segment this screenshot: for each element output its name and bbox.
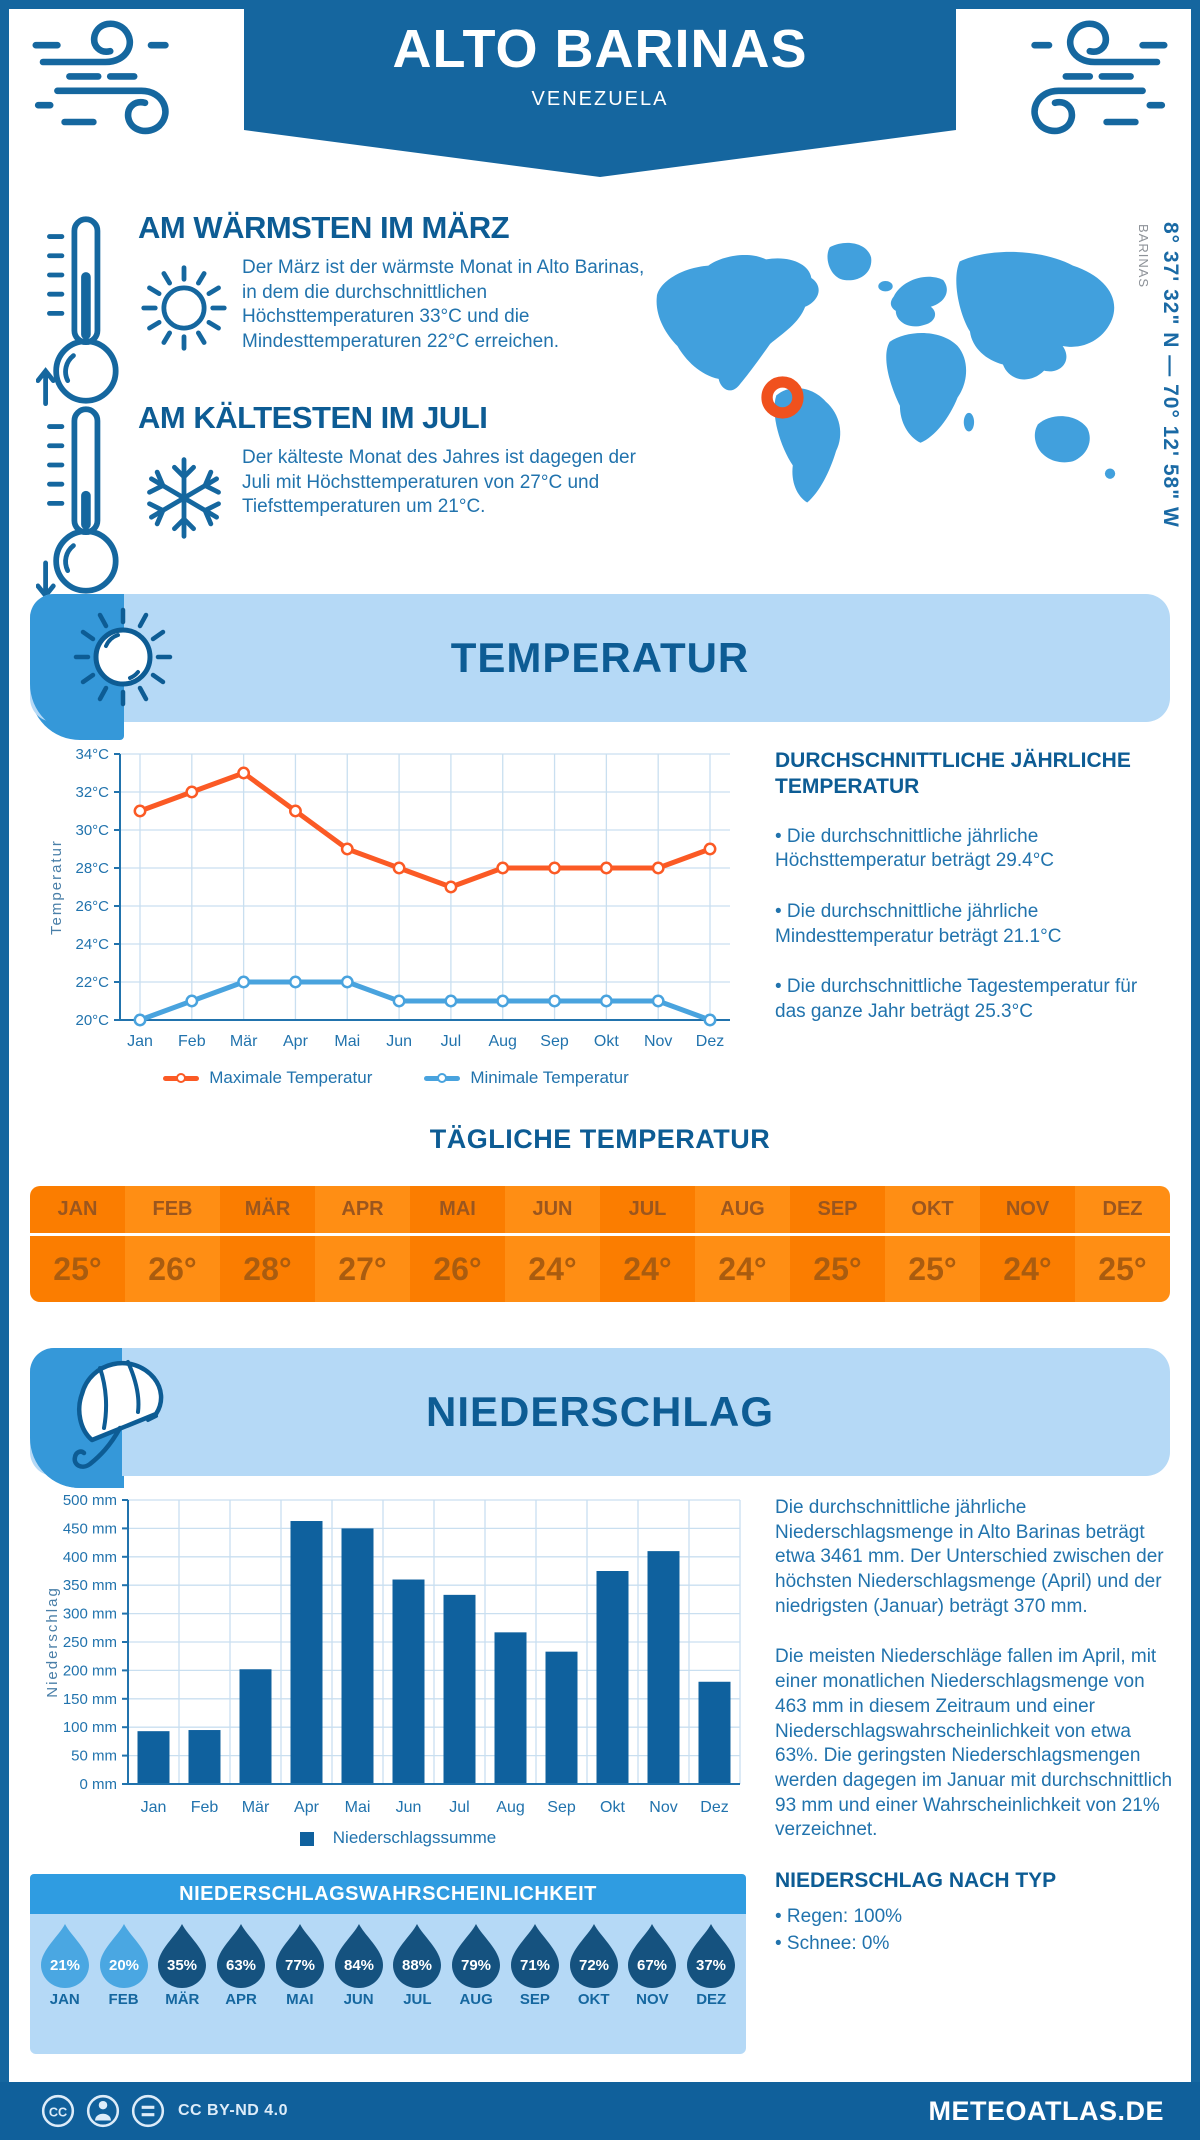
warmest-text: Der März ist der wärmste Monat in Alto Barinas, in dem die durchschnittlichen Höchsttemperaturen 33°C und die Mindesttemperaturen 22°C erreichen.	[242, 257, 645, 353]
daily-month-label: APR	[315, 1186, 410, 1236]
daily-table-column	[505, 1186, 600, 1302]
raindrop-icon	[38, 1922, 92, 1988]
raindrop-icon	[625, 1922, 679, 1988]
daily-temperature-value: 25°	[1098, 1250, 1147, 1287]
precipitation-paragraph: Die durchschnittliche jährliche Niederschlagsmenge in Alto Barinas beträgt etwa 3461 mm. Der Unterschied zwischen der höchsten Niederschlagsmenge (April) und der niedrigsten (Januar) beträgt 370 mm.	[775, 1497, 1164, 1617]
precipitation-text-panel	[775, 1496, 1173, 1958]
cc-nd-equals-icon	[130, 2093, 166, 2129]
sun-icon	[138, 256, 234, 359]
daily-temperature-value: 24°	[718, 1250, 767, 1287]
drop-month-label: FEB	[108, 1991, 139, 2008]
header-banner	[244, 0, 956, 130]
raindrop-icon	[567, 1922, 621, 1988]
daily-month-label: MÄR	[220, 1186, 315, 1236]
svg-text:150 mm: 150 mm	[62, 1690, 117, 1708]
legend-line-marker	[163, 1076, 199, 1081]
drop-month-label: AUG	[459, 1991, 493, 2008]
daily-table-column	[30, 1186, 125, 1302]
svg-text:22°C: 22°C	[75, 974, 109, 991]
daily-temperature-value: 27°	[338, 1250, 387, 1287]
bullet-item: • Die durchschnittliche Tagestemperatur für das ganze Jahr beträgt 25.3°C	[775, 976, 1138, 1022]
daily-month-label: OKT	[885, 1186, 980, 1236]
svg-text:Jul: Jul	[440, 1033, 462, 1050]
svg-text:350 mm: 350 mm	[62, 1577, 117, 1595]
svg-text:Feb: Feb	[190, 1799, 219, 1816]
svg-text:79%: 79%	[461, 1957, 492, 1974]
svg-text:250 mm: 250 mm	[62, 1634, 117, 1651]
page-subtitle: VENEZUELA	[531, 88, 669, 110]
raindrop-icon	[273, 1922, 327, 1988]
daily-temperature-value: 25°	[908, 1250, 957, 1287]
raindrop-icon	[390, 1922, 444, 1988]
page-border-right	[1191, 0, 1200, 2140]
svg-text:100 mm: 100 mm	[62, 1719, 117, 1737]
daily-temperature-value: 28°	[243, 1250, 292, 1287]
probability-drop	[213, 1922, 269, 2048]
legend-label: Niederschlagssumme	[332, 1828, 497, 1847]
precipitation-paragraph: Die meisten Niederschläge fallen im April, mit einer monatlichen Niederschlagsmenge von 463 mm in diesem Zeitraum und einer Niederschlagswahrscheinlichkeit von etwa 63%. Die geringsten Niederschlagsmengen werden dagegen im Januar mit durchschnittlich 93 mm und einer Wahrscheinlichkeit von 21% verzeichnet.	[775, 1646, 1173, 1841]
coldest-month-block	[36, 398, 646, 608]
svg-text:Jan: Jan	[140, 1799, 167, 1816]
svg-text:26°C: 26°C	[75, 898, 109, 915]
daily-temperature-value: 25°	[53, 1250, 102, 1287]
probability-drop	[154, 1922, 210, 2048]
daily-table-column	[885, 1186, 980, 1302]
svg-text:32°C: 32°C	[75, 784, 109, 801]
probability-drop	[96, 1922, 152, 2048]
svg-text:84%: 84%	[343, 1957, 374, 1974]
drop-month-label: APR	[225, 1991, 257, 2008]
raindrop-icon	[684, 1922, 738, 1988]
svg-text:Dez: Dez	[700, 1799, 729, 1816]
bullet-item: • Schnee: 0%	[775, 1933, 890, 1955]
drop-month-label: DEZ	[696, 1991, 727, 2008]
drop-month-label: NOV	[636, 1991, 669, 2008]
svg-text:24°C: 24°C	[75, 936, 109, 953]
svg-text:50 mm: 50 mm	[71, 1747, 117, 1765]
svg-text:34°C: 34°C	[75, 746, 109, 763]
drop-month-label: OKT	[577, 1991, 610, 2008]
svg-text:67%: 67%	[637, 1957, 668, 1974]
temperature-chart-legend	[46, 1068, 746, 1088]
daily-month-label: JAN	[30, 1186, 125, 1236]
legend-item	[424, 1068, 628, 1088]
svg-text:21%: 21%	[49, 1957, 80, 1974]
cc-license-icons	[40, 2093, 166, 2129]
daily-temperature-value: 26°	[148, 1250, 197, 1287]
bullet-item: • Die durchschnittliche jährliche Mindesttemperatur beträgt 21.1°C	[775, 900, 1062, 947]
svg-text:Mär: Mär	[229, 1033, 258, 1050]
svg-text:0 mm: 0 mm	[79, 1776, 117, 1793]
precipitation-section-title: NIEDERSCHLAG	[425, 1388, 775, 1435]
legend-line-marker	[424, 1076, 460, 1081]
svg-text:Aug: Aug	[496, 1799, 525, 1816]
svg-text:Apr: Apr	[294, 1799, 319, 1816]
legend-label: Minimale Temperatur	[470, 1068, 629, 1087]
coldest-heading: AM KÄLTESTEN IM JULI	[138, 400, 488, 435]
warmest-heading: AM WÄRMSTEN IM MÄRZ	[138, 210, 510, 245]
drop-month-label: JUL	[403, 1991, 432, 2008]
daily-table-column	[1075, 1186, 1170, 1302]
svg-text:Jun: Jun	[386, 1033, 412, 1050]
temperature-section-title: TEMPERATUR	[450, 634, 750, 681]
svg-text:Aug: Aug	[488, 1033, 517, 1050]
warmest-month-block	[36, 208, 646, 418]
svg-text:Apr: Apr	[283, 1033, 308, 1050]
svg-text:Sep: Sep	[540, 1033, 569, 1050]
drop-month-label: SEP	[519, 1991, 550, 2008]
drop-month-label: JAN	[49, 1991, 80, 2008]
svg-text:35%: 35%	[167, 1957, 198, 1974]
raindrop-icon	[155, 1922, 209, 1988]
daily-month-label: MAI	[410, 1186, 505, 1236]
bullet-item: • Regen: 100%	[775, 1905, 903, 1927]
coldest-text: Der kälteste Monat des Jahres ist dagegen der Juli mit Höchsttemperaturen von 27°C und Tiefsttemperaturen um 21°C.	[242, 447, 636, 518]
svg-text:Mai: Mai	[334, 1033, 361, 1050]
svg-text:Jun: Jun	[395, 1799, 422, 1816]
daily-month-label: NOV	[980, 1186, 1075, 1236]
svg-text:Temperatur: Temperatur	[48, 839, 65, 935]
probability-drop	[624, 1922, 680, 2048]
thermometer-down-icon	[36, 398, 132, 608]
precipitation-type-heading: NIEDERSCHLAG NACH TYP	[775, 1868, 1057, 1892]
raindrop-icon	[508, 1922, 562, 1988]
daily-table-column	[410, 1186, 505, 1302]
legend-square	[300, 1832, 314, 1846]
cc-icon	[40, 2093, 76, 2129]
daily-table-column	[125, 1186, 220, 1302]
probability-drop	[448, 1922, 504, 2048]
svg-text:300 mm: 300 mm	[62, 1605, 117, 1623]
raindrop-icon	[214, 1922, 268, 1988]
precipitation-chart-legend	[40, 1828, 756, 1848]
daily-temperature-value: 25°	[813, 1250, 862, 1287]
bullet-item: • Die durchschnittliche jährliche Höchsttemperatur beträgt 29.4°C	[775, 825, 1055, 872]
precipitation-probability-block	[30, 1874, 746, 2054]
daily-month-label: FEB	[125, 1186, 220, 1236]
raindrop-icon	[449, 1922, 503, 1988]
svg-text:71%: 71%	[519, 1957, 550, 1974]
svg-text:88%: 88%	[402, 1957, 433, 1974]
annual-temperature-panel	[775, 748, 1170, 1051]
daily-temperature-value: 24°	[1003, 1250, 1052, 1287]
svg-text:20%: 20%	[108, 1957, 139, 1974]
svg-text:Dez: Dez	[695, 1033, 725, 1050]
raindrop-icon	[97, 1922, 151, 1988]
svg-text:63%: 63%	[226, 1957, 257, 1974]
svg-text:20°C: 20°C	[75, 1012, 109, 1029]
temperature-section-banner	[30, 594, 1170, 722]
daily-temperature-title: TÄGLICHE TEMPERATUR	[429, 1124, 771, 1154]
svg-text:CC: CC	[48, 2105, 68, 2120]
daily-table-column	[695, 1186, 790, 1302]
svg-text:Nov: Nov	[649, 1799, 678, 1816]
svg-text:Mai: Mai	[344, 1799, 371, 1816]
world-map	[628, 206, 1143, 558]
temperature-line-chart	[46, 740, 746, 1060]
probability-drop	[37, 1922, 93, 2048]
precipitation-type-bullets	[775, 1903, 1173, 1958]
svg-text:72%: 72%	[578, 1957, 609, 1974]
footer-brand: METEOATLAS.DE	[928, 2095, 1164, 2126]
probability-drop	[566, 1922, 622, 2048]
sun-icon	[68, 602, 178, 717]
svg-text:Nov: Nov	[643, 1033, 673, 1050]
svg-text:400 mm: 400 mm	[62, 1548, 117, 1566]
thermometer-up-icon	[36, 208, 132, 418]
probability-drop	[389, 1922, 445, 2048]
daily-month-label: SEP	[790, 1186, 885, 1236]
precipitation-bar-chart	[40, 1490, 756, 1826]
daily-table-column	[315, 1186, 410, 1302]
probability-drop	[683, 1922, 739, 2048]
annual-temperature-bullets	[775, 825, 1170, 1025]
drop-month-label: JUN	[343, 1991, 374, 2008]
daily-temperature-value: 26°	[433, 1250, 482, 1287]
daily-table-column	[980, 1186, 1075, 1302]
daily-month-label: DEZ	[1075, 1186, 1170, 1236]
probability-drops	[30, 1914, 746, 2054]
daily-table-column	[790, 1186, 885, 1302]
svg-text:Feb: Feb	[178, 1033, 206, 1050]
svg-text:28°C: 28°C	[75, 860, 109, 877]
svg-text:Okt: Okt	[600, 1799, 625, 1816]
probability-drop	[272, 1922, 328, 2048]
daily-month-label: AUG	[695, 1186, 790, 1236]
daily-month-label: JUL	[600, 1186, 695, 1236]
svg-text:Niederschlag: Niederschlag	[44, 1586, 61, 1698]
annual-temperature-heading: DURCHSCHNITTLICHE JÄHRLICHE TEMPERATUR	[775, 749, 1131, 799]
svg-text:Okt: Okt	[593, 1033, 619, 1050]
probability-drop	[507, 1922, 563, 2048]
raindrop-icon	[332, 1922, 386, 1988]
daily-table-column	[600, 1186, 695, 1302]
drop-month-label: MÄR	[165, 1991, 200, 2008]
svg-text:Sep: Sep	[547, 1799, 576, 1816]
legend-label: Maximale Temperatur	[209, 1068, 373, 1087]
svg-text:450 mm: 450 mm	[62, 1520, 117, 1538]
svg-text:37%: 37%	[696, 1957, 727, 1974]
wind-icon	[1012, 14, 1170, 146]
wind-icon	[30, 14, 188, 146]
coordinates-label: 8° 37' 32" N — 70° 12' 58" W	[1159, 222, 1182, 528]
daily-month-label: JUN	[505, 1186, 600, 1236]
svg-text:500 mm: 500 mm	[62, 1492, 117, 1509]
license-label: CC BY-ND 4.0	[178, 2102, 289, 2119]
cc-by-person-icon	[85, 2093, 121, 2129]
daily-temperature-table	[30, 1186, 1170, 1302]
footer-bar	[0, 2082, 1200, 2140]
probability-drop	[331, 1922, 387, 2048]
daily-table-column	[220, 1186, 315, 1302]
svg-text:30°C: 30°C	[75, 822, 109, 839]
daily-temperature-value: 24°	[528, 1250, 577, 1287]
svg-text:77%: 77%	[284, 1957, 315, 1974]
drop-month-label: MAI	[286, 1991, 314, 2008]
snowflake-icon	[138, 446, 234, 549]
umbrella-icon	[60, 1352, 178, 1481]
precipitation-section-banner	[30, 1348, 1170, 1476]
legend-item	[163, 1068, 372, 1088]
svg-text:Jul: Jul	[449, 1799, 470, 1816]
region-label: BARINAS	[1136, 224, 1151, 289]
probability-title: NIEDERSCHLAGSWAHRSCHEINLICHKEIT	[30, 1874, 746, 1914]
svg-text:Mär: Mär	[241, 1799, 270, 1816]
daily-temperature-value: 24°	[623, 1250, 672, 1287]
svg-text:200 mm: 200 mm	[62, 1662, 117, 1680]
page-title: ALTO BARINAS	[392, 19, 808, 79]
page-border-left	[0, 0, 9, 2140]
svg-text:Jan: Jan	[127, 1033, 153, 1050]
